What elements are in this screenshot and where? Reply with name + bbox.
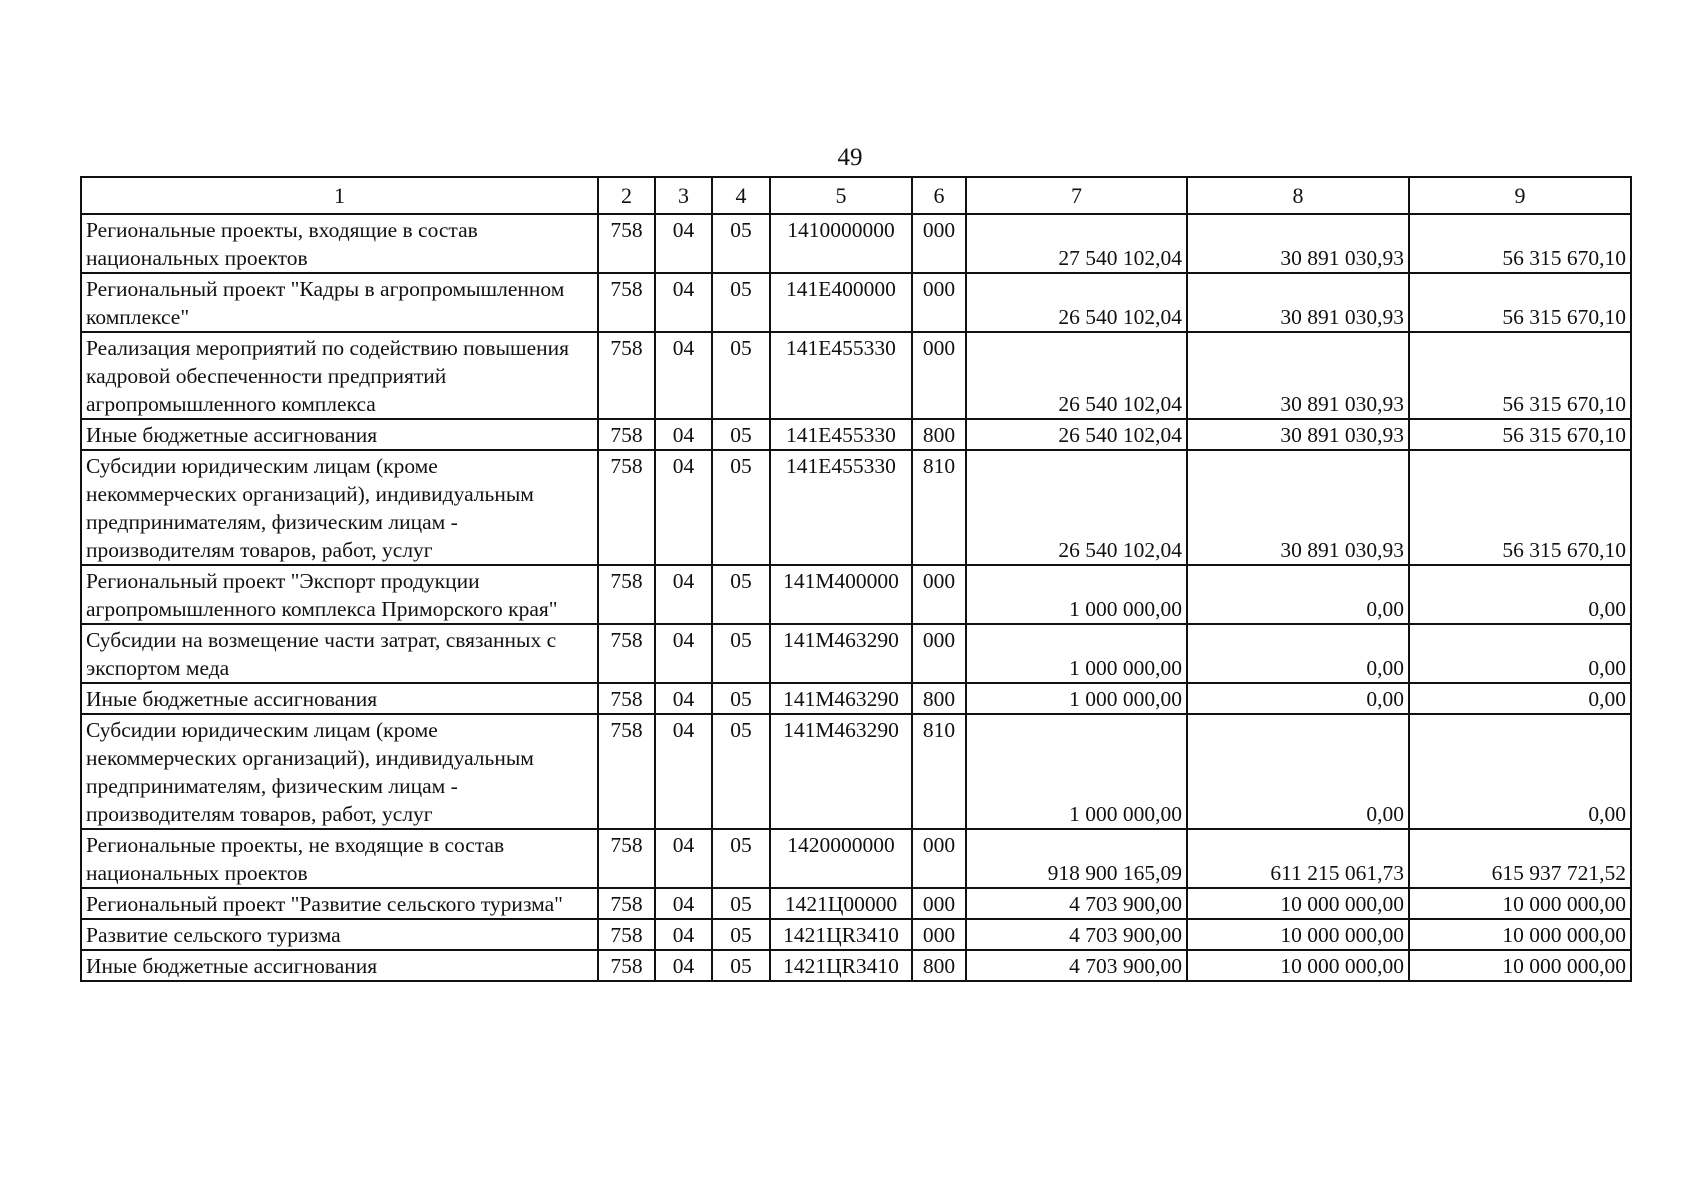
target-article-code: 141E455330	[770, 450, 912, 565]
section-code: 04	[655, 214, 712, 273]
amount-col9: 10 000 000,00	[1409, 888, 1631, 919]
item-name: Иные бюджетные ассигнования	[81, 683, 598, 714]
section-code: 04	[655, 332, 712, 419]
target-article-code: 141E400000	[770, 273, 912, 332]
grbs-code: 758	[598, 683, 655, 714]
amount-col9: 0,00	[1409, 683, 1631, 714]
subsection-code: 05	[712, 714, 770, 829]
table-row	[81, 565, 1631, 624]
amount-col8: 30 891 030,93	[1187, 214, 1409, 273]
section-code: 04	[655, 273, 712, 332]
section-code: 04	[655, 714, 712, 829]
grbs-code: 758	[598, 829, 655, 888]
grbs-code: 758	[598, 450, 655, 565]
expense-type-code: 000	[912, 888, 966, 919]
column-header: 4	[712, 177, 770, 214]
target-article-code: 141E455330	[770, 419, 912, 450]
expense-type-code: 000	[912, 273, 966, 332]
table-row	[81, 950, 1631, 981]
amount-col8: 0,00	[1187, 565, 1409, 624]
item-name: Региональный проект "Развитие сельского туризма"	[81, 888, 598, 919]
amount-col8: 30 891 030,93	[1187, 419, 1409, 450]
column-header: 2	[598, 177, 655, 214]
target-article-code: 141M463290	[770, 683, 912, 714]
amount-col9: 10 000 000,00	[1409, 919, 1631, 950]
amount-col7: 1 000 000,00	[966, 683, 1187, 714]
amount-col9: 56 315 670,10	[1409, 450, 1631, 565]
amount-col7: 1 000 000,00	[966, 624, 1187, 683]
column-header: 8	[1187, 177, 1409, 214]
amount-col9: 56 315 670,10	[1409, 332, 1631, 419]
amount-col7: 4 703 900,00	[966, 888, 1187, 919]
grbs-code: 758	[598, 419, 655, 450]
amount-col8: 30 891 030,93	[1187, 450, 1409, 565]
amount-col7: 26 540 102,04	[966, 273, 1187, 332]
subsection-code: 05	[712, 332, 770, 419]
table-row	[81, 273, 1631, 332]
amount-col9: 10 000 000,00	[1409, 950, 1631, 981]
item-name: Региональные проекты, не входящие в состав национальных проектов	[81, 829, 598, 888]
amount-col9: 615 937 721,52	[1409, 829, 1631, 888]
column-header: 9	[1409, 177, 1631, 214]
amount-col7: 27 540 102,04	[966, 214, 1187, 273]
target-article-code: 1421ЦR3410	[770, 919, 912, 950]
grbs-code: 758	[598, 919, 655, 950]
table-row	[81, 419, 1631, 450]
header-row	[81, 177, 1631, 214]
amount-col8: 0,00	[1187, 624, 1409, 683]
target-article-code: 141M463290	[770, 714, 912, 829]
table-row	[81, 888, 1631, 919]
item-name: Реализация мероприятий по содействию повышения кадровой обеспеченности предприятий агропромышленного комплекса	[81, 332, 598, 419]
table-row	[81, 624, 1631, 683]
section-code: 04	[655, 624, 712, 683]
expense-type-code: 000	[912, 919, 966, 950]
amount-col8: 30 891 030,93	[1187, 332, 1409, 419]
section-code: 04	[655, 919, 712, 950]
amount-col8: 10 000 000,00	[1187, 950, 1409, 981]
subsection-code: 05	[712, 624, 770, 683]
amount-col8: 611 215 061,73	[1187, 829, 1409, 888]
amount-col7: 1 000 000,00	[966, 565, 1187, 624]
item-name: Развитие сельского туризма	[81, 919, 598, 950]
column-header: 6	[912, 177, 966, 214]
item-name: Региональные проекты, входящие в состав национальных проектов	[81, 214, 598, 273]
subsection-code: 05	[712, 565, 770, 624]
section-code: 04	[655, 888, 712, 919]
amount-col8: 10 000 000,00	[1187, 919, 1409, 950]
amount-col7: 1 000 000,00	[966, 714, 1187, 829]
section-code: 04	[655, 419, 712, 450]
grbs-code: 758	[598, 332, 655, 419]
amount-col9: 0,00	[1409, 624, 1631, 683]
target-article-code: 1421Ц00000	[770, 888, 912, 919]
grbs-code: 758	[598, 214, 655, 273]
subsection-code: 05	[712, 950, 770, 981]
amount-col8: 30 891 030,93	[1187, 273, 1409, 332]
grbs-code: 758	[598, 565, 655, 624]
table-row	[81, 332, 1631, 419]
section-code: 04	[655, 565, 712, 624]
expense-type-code: 000	[912, 565, 966, 624]
expense-type-code: 000	[912, 332, 966, 419]
section-code: 04	[655, 450, 712, 565]
budget-table	[80, 176, 1632, 982]
target-article-code: 1410000000	[770, 214, 912, 273]
table-row	[81, 919, 1631, 950]
column-header: 3	[655, 177, 712, 214]
subsection-code: 05	[712, 450, 770, 565]
amount-col8: 10 000 000,00	[1187, 888, 1409, 919]
target-article-code: 141E455330	[770, 332, 912, 419]
table-row	[81, 683, 1631, 714]
amount-col7: 4 703 900,00	[966, 950, 1187, 981]
amount-col9: 0,00	[1409, 565, 1631, 624]
item-name: Субсидии юридическим лицам (кроме некоммерческих организаций), индивидуальным предпринимателям, физическим лицам - производителям товаров, работ, услуг	[81, 714, 598, 829]
amount-col7: 918 900 165,09	[966, 829, 1187, 888]
subsection-code: 05	[712, 214, 770, 273]
grbs-code: 758	[598, 273, 655, 332]
subsection-code: 05	[712, 919, 770, 950]
amount-col7: 26 540 102,04	[966, 450, 1187, 565]
target-article-code: 1421ЦR3410	[770, 950, 912, 981]
section-code: 04	[655, 683, 712, 714]
grbs-code: 758	[598, 888, 655, 919]
expense-type-code: 800	[912, 683, 966, 714]
subsection-code: 05	[712, 829, 770, 888]
item-name: Иные бюджетные ассигнования	[81, 419, 598, 450]
expense-type-code: 800	[912, 950, 966, 981]
subsection-code: 05	[712, 419, 770, 450]
item-name: Региональный проект "Экспорт продукции агропромышленного комплекса Приморского края"	[81, 565, 598, 624]
expense-type-code: 000	[912, 214, 966, 273]
amount-col8: 0,00	[1187, 714, 1409, 829]
amount-col8: 0,00	[1187, 683, 1409, 714]
amount-col7: 26 540 102,04	[966, 332, 1187, 419]
grbs-code: 758	[598, 714, 655, 829]
expense-type-code: 810	[912, 450, 966, 565]
amount-col9: 0,00	[1409, 714, 1631, 829]
grbs-code: 758	[598, 624, 655, 683]
item-name: Региональный проект "Кадры в агропромышленном комплексе"	[81, 273, 598, 332]
subsection-code: 05	[712, 683, 770, 714]
table-row	[81, 829, 1631, 888]
expense-type-code: 800	[912, 419, 966, 450]
column-header: 7	[966, 177, 1187, 214]
column-header: 1	[81, 177, 598, 214]
expense-type-code: 810	[912, 714, 966, 829]
subsection-code: 05	[712, 888, 770, 919]
amount-col9: 56 315 670,10	[1409, 273, 1631, 332]
table-row	[81, 714, 1631, 829]
page-number: 49	[837, 144, 863, 171]
table-row	[81, 450, 1631, 565]
item-name: Иные бюджетные ассигнования	[81, 950, 598, 981]
target-article-code: 1420000000	[770, 829, 912, 888]
expense-type-code: 000	[912, 829, 966, 888]
amount-col9: 56 315 670,10	[1409, 214, 1631, 273]
grbs-code: 758	[598, 950, 655, 981]
amount-col7: 4 703 900,00	[966, 919, 1187, 950]
amount-col9: 56 315 670,10	[1409, 419, 1631, 450]
expense-type-code: 000	[912, 624, 966, 683]
item-name: Субсидии на возмещение части затрат, связанных с экспортом меда	[81, 624, 598, 683]
section-code: 04	[655, 829, 712, 888]
amount-col7: 26 540 102,04	[966, 419, 1187, 450]
table-row	[81, 214, 1631, 273]
target-article-code: 141M463290	[770, 624, 912, 683]
item-name: Субсидии юридическим лицам (кроме некоммерческих организаций), индивидуальным предпринимателям, физическим лицам - производителям товаров, работ, услуг	[81, 450, 598, 565]
column-header: 5	[770, 177, 912, 214]
subsection-code: 05	[712, 273, 770, 332]
section-code: 04	[655, 950, 712, 981]
target-article-code: 141M400000	[770, 565, 912, 624]
